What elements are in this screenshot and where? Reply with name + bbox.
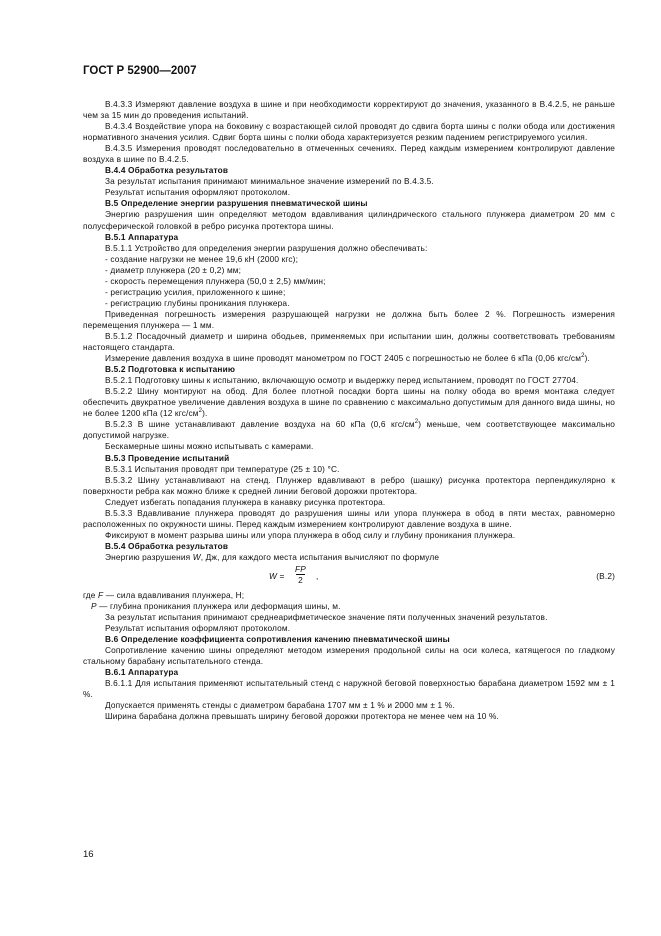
variable-definition: P — глубина проникания плунжера или деформация шины, м.	[91, 601, 341, 612]
formula-denominator: 2	[298, 574, 303, 585]
paragraph: В.5.2.2 Шину монтируют на обод. Для более плотной посадки борта шины на полку обода во время монтажа следует обеспечить двукратное увеличение давления воздуха в шине по сравнению с максимально допустимым для данного вида шины, но не более 1200 кПа (12 кгс/$см^2$).	[83, 386, 615, 419]
paragraph: Энергию разрушения шин определяют методом вдавливания цилиндрического стального плунжера диаметром 20 мм с полусферической головкой в ребро рисунка протектора шины.	[83, 209, 615, 231]
paragraph: В.5.1.2 Посадочный диаметр и ширина ободьев, применяемых при испытании шин, должны соответствовать требованиям настоящего стандарта.	[83, 330, 615, 353]
list-item: - регистрацию усилия, приложенного к шине;	[105, 286, 286, 297]
paragraph: Результат испытания оформляют протоколом.	[105, 623, 291, 634]
section-heading: В.6.1 Аппаратура	[105, 667, 179, 678]
section-heading: В.5 Определение энергии разрушения пневматической шины	[105, 198, 368, 209]
paragraph: Фиксируют в момент разрыва шины или упора плунжера в обод силу и глубину проникания плунжера.	[105, 529, 516, 540]
list-item: - создание нагрузки не менее 19,6 кН (2000 кгс);	[105, 253, 299, 264]
variable-definition: где F — сила вдавливания плунжера, Н;	[83, 589, 245, 600]
formula-numerator: FP	[295, 563, 306, 574]
paragraph: В.4.3.3 Измеряют давление воздуха в шине и при необходимости корректируют до значения, указанного в В.4.2.5, не раньше чем за 15 мин до проведения испытаний.	[83, 99, 615, 121]
section-heading: В.4.4 Обработка результатов	[105, 165, 229, 176]
paragraph: Сопротивление качению шины определяют методом измерения продольной силы на оси колеса, катящегося по гладкому стальному барабану испытательного стенда.	[83, 645, 615, 667]
paragraph: Допускается применять стенды с диаметром барабана 1707 мм ± 1 % и 2000 мм ± 1 %.	[105, 700, 455, 711]
section-heading: В.5.2 Подготовка к испытанию	[105, 364, 236, 375]
formula	[83, 564, 615, 588]
formula-fraction	[295, 564, 306, 585]
list-item: - регистрацию глубины проникания плунжера.	[105, 297, 290, 308]
list-item: - скорость перемещения плунжера (50,0 ± 2,5) мм/мин;	[105, 275, 326, 286]
paragraph: В.6.1.1 Для испытания применяют испытательный стенд с наружной беговой поверхностью барабана диаметром 1592 мм ± 1 %.	[83, 678, 615, 700]
paragraph: В.4.3.5 Измерения проводят последовательно в отмеченных сечениях. Перед каждым измерением контролируют давление воздуха в шине по В.4.2.5.	[83, 143, 615, 165]
paragraph: Бескамерные шины можно испытывать с камерами.	[105, 441, 314, 452]
paragraph: Энергию разрушения W, Дж, для каждого места испытания вычисляют по формуле	[105, 551, 440, 562]
paragraph: В.5.2.1 Подготовку шины к испытанию, включающую осмотр и выдержку перед испытанием, проводят по ГОСТ 27704.	[105, 375, 579, 386]
paragraph: В.5.1.1 Устройство для определения энергии разрушения должно обеспечивать:	[105, 242, 428, 253]
formula-comma: ,	[316, 570, 319, 581]
document-body	[83, 99, 615, 723]
paragraph: Измерение давления воздуха в шине проводят манометром по ГОСТ 2405 с погрешностью не более 6 кПа (0,06 кгс/$см^2$).	[105, 353, 590, 364]
section-heading: В.5.1 Аппаратура	[105, 231, 179, 242]
formula-number: (В.2)	[596, 570, 615, 581]
paragraph: В.5.3.3 Вдавливание плунжера проводят до разрушения шины или упора плунжера в обод в пяти местах, равномерно расположенных по окружности шины. Перед каждым измерением контролируют давление воздуха в шине.	[83, 507, 615, 529]
list-item: - диаметр плунжера (20 ± 0,2) мм;	[105, 264, 242, 275]
paragraph: За результат испытания принимают минимальное значение измерений по В.4.3.5.	[105, 176, 434, 187]
section-heading: В.5.3 Проведение испытаний	[105, 452, 230, 463]
formula-lhs: W =	[269, 570, 285, 581]
paragraph: В.5.2.3 В шине устанавливают давление воздуха на 60 кПа (0,6 кгс/$см^2$) меньше, чем соответствующее максимально допустимой нагрузке.	[83, 419, 616, 441]
page-number: 16	[83, 849, 94, 860]
paragraph: В.5.3.2 Шину устанавливают на стенд. Плунжер вдавливают в ребро (шашку) рисунка протектора перпендикулярно к поверхности ребра как можно ближе к средней линии беговой дорожки протектора.	[83, 474, 615, 496]
page-header: ГОСТ Р 52900—2007	[83, 65, 197, 77]
paragraph: Ширина барабана должна превышать ширину беговой дорожки протектора не менее чем на 10 %.	[105, 711, 499, 722]
paragraph: В.4.3.4 Воздействие упора на боковину с возрастающей силой проводят до сдвига борта шины с полки обода или достижения нормативного значения усилия. Сдвиг борта шины с полки обода характеризуется резким падением регистрируемого усилия.	[83, 121, 615, 143]
paragraph: Следует избегать попадания плунжера в канавку рисунка протектора.	[105, 496, 386, 507]
paragraph: Результат испытания оформляют протоколом.	[105, 187, 291, 198]
section-heading: В.5.4 Обработка результатов	[105, 540, 229, 551]
paragraph: Приведенная погрешность измерения разрушающей нагрузки не должна быть более 2 %. Погрешность измерения перемещения плунжера — 1 мм.	[83, 308, 615, 330]
paragraph: В.5.3.1 Испытания проводят при температуре (25 ± 10) °С.	[105, 463, 340, 474]
section-heading: В.6 Определение коэффициента сопротивления качению пневматической шины	[105, 634, 450, 645]
paragraph: За результат испытания принимают среднеарифметическое значение пяти полученных значений результатов.	[105, 612, 548, 623]
